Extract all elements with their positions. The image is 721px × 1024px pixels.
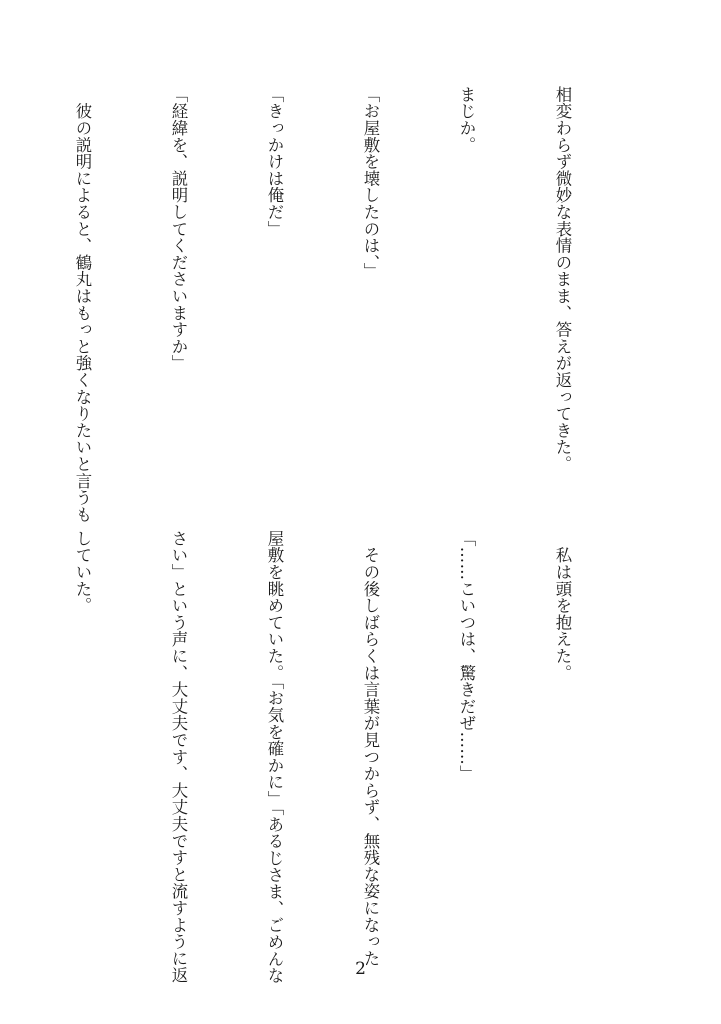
text-line: さい」という声に、大丈夫です、大丈夫ですと流すように返 [169, 530, 188, 984]
text-line: まじか。 [457, 86, 476, 154]
text-line [0, 86, 2, 466]
upper-text-block [73, 86, 642, 523]
text-line: 彼の説明によると、鶴丸はもっと強くなりたいと言うも [73, 86, 92, 523]
page-number: 2 [355, 959, 366, 979]
text-line [0, 530, 2, 910]
text-line: していた。 [73, 530, 92, 614]
text-line: 屋敷を眺めていた。「お気を確かに」「あるじさま、ごめんな [265, 530, 284, 984]
text-line: 「きっかけは俺だ」 [265, 86, 284, 238]
text-line: 「お屋敷を壊したのは、」 [361, 86, 380, 280]
text-line: その後しばらくは言葉が見つからず、無残な姿になった [361, 530, 380, 967]
text-line: 「……こいつは、驚きだぜ……」 [457, 530, 476, 782]
text-line: 相変わらず微妙な表情のまま、答えが返ってきた。 [553, 86, 572, 473]
lower-text-block [73, 530, 642, 984]
text-line: 私は頭を抱えた。 [553, 530, 572, 682]
text-line: 「経緯を、説明してくださいますか」 [169, 86, 188, 372]
